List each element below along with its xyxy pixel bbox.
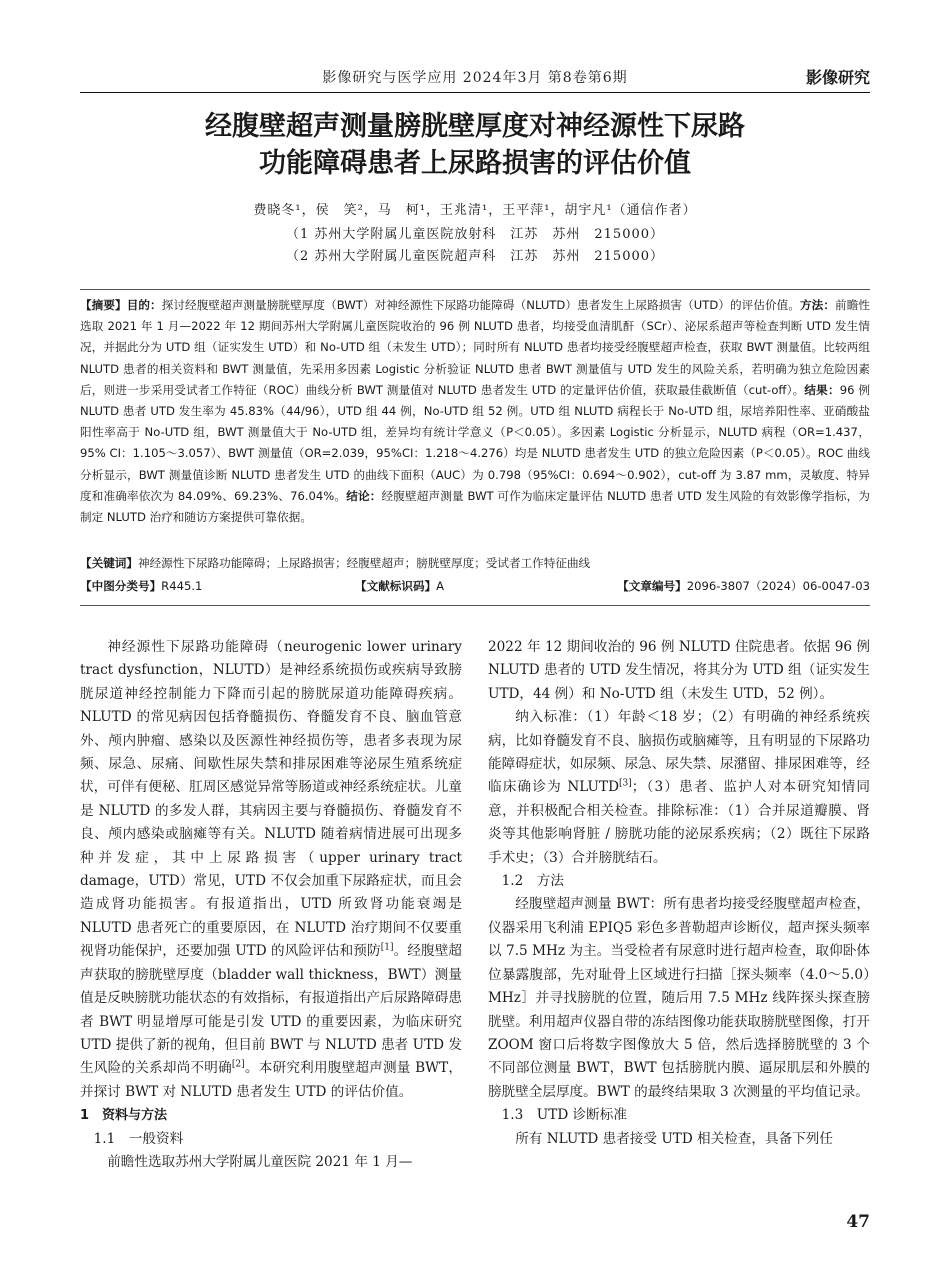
citation-1: [1] — [380, 942, 394, 953]
general-data-continued: 2022 年 12 期间收治的 96 例 NLUTD 住院患者。依据 96 例 NLUTD 患者的 UTD 发生情况，将其分为 UTD 组（证实发生 UTD，44 例）和 No-UTD 组（未发生 UTD，52 例）。 — [488, 639, 870, 702]
citation-3: [3] — [618, 778, 632, 789]
conclusion-text: 经腹壁超声测量 BWT 可作为临床定量评估 NLUTD 患者 UTD 发生风险的有效影像学指标，为制定 NLUTD 治疗和随访方案提供可靠依据。 — [80, 488, 870, 525]
methods-label: 方法： — [800, 298, 836, 312]
conclusion-label: 结论： — [346, 488, 382, 503]
results-label: 结果： — [804, 382, 840, 397]
article-label: 【文章编号】 — [617, 579, 687, 593]
title-line-1: 经腹壁超声测量膀胱壁厚度对神经源性下尿路 — [205, 111, 745, 142]
subsection-heading-1-3: 1.3 UTD 诊断标准 — [501, 1107, 627, 1124]
clc-label: 【中图分类号】 — [80, 579, 162, 593]
doc-label: 【文献标识码】 — [355, 579, 437, 593]
article-value: 2096-3807（2024）06-0047-03 — [686, 579, 870, 593]
body-column-right — [488, 636, 870, 1151]
article-number — [617, 576, 870, 597]
section-heading-1: 1 资料与方法 — [80, 1108, 168, 1124]
abstract-rule-top — [80, 289, 870, 290]
results-text: 96 例 NLUTD 患者 UTD 发生率为 45.83%（44/96），UTD 组 44 例，No-UTD 组 52 例。UTD 组 NLUTD 病程长于 No-UTD 组，尿培养阳性率、亚硝酸盐阳性率高于 No-UTD 组，BWT 测量值大于 No-UTD 组，差异均有统计学意义（P＜0.05）。多因素 Logistic 分析显示，NLUTD 病程（OR=1.437，95% CI：1.105～3.057）、BWT 测量值（OR=2.039，95%CI：1.218～4.276）均是 NLUTD 患者发生 UTD 的独立危险因素（P＜0.05）。ROC 曲线分析显示，BWT 测量值诊断 NLUTD 患者发生 UTD 的曲线下面积（AUC）为 0.798（95%CI：0.694～0.902），cut-off 为 3.87 mm，灵敏度、特异度和准确率依次为 84.09%、69.23%、76.04%。 — [80, 382, 870, 503]
abstract — [80, 295, 870, 528]
body-column-left — [80, 636, 462, 1174]
article-title — [80, 108, 870, 182]
objective-text: 探讨经腹壁超声测量膀胱壁厚度（BWT）对神经源性下尿路功能障碍（NLUTD）患者发生上尿路损害（UTD）的评估价值。 — [161, 298, 801, 312]
subsection-heading-1-1: 1.1 一般资料 — [93, 1130, 184, 1147]
method-paragraph: 经腹壁超声测量 BWT：所有患者均接受经腹壁超声检查，仪器采用飞利浦 EPIQ5 彩色多普勒超声诊断仪，超声探头频率以 7.5 MHz 为主。当受检者有尿意时进行超声检查，取仰卧体位暴露腹部，先对耻骨上区域进行扫描［探头频率（4.0～5.0）MHz］并寻找膀胱的位置，随后用 7.5 MHz 线阵探头探查膀胱壁。利用超声仪器自带的冻结图像功能获取膀胱壁图像，打开 ZOOM 窗口后将数字图像放大 5 倍，然后选择膀胱壁的 3 个不同部位测量 BWT，BWT 包括膀胱内膜、逼尿肌层和外膜的膀胱壁全层厚度。BWT 的最终结果取 3 次测量的平均值记录。 — [488, 896, 870, 1100]
methods-text: 前瞻性选取 2021 年 1 月—2022 年 12 期间苏州大学附属儿童医院收治的 96 例 NLUTD 患者，均接受血清肌酐（SCr）、泌尿系超声等检查判断 UTD 发生情况，并据此分为 UTD 组（证实发生 UTD）和 No-UTD 组（未发生 UTD）；同时所有 NLUTD 患者均接受经腹壁超声检查，获取 BWT 测量值。比较两组 NLUTD 患者的相关资料和 BWT 测量值，先采用多因素 Logistic 分析验证 NLUTD 患者 BWT 测量值与 UTD 发生的风险关系，若明确为独立危险因素后，则进一步采用受试者工作特征（ROC）曲线分析 BWT 测量值对 NLUTD 患者发生 UTD 的定量评估价值，获取最佳截断值（cut-off）。 — [80, 298, 870, 397]
clc-value: R445.1 — [161, 579, 203, 593]
intro-paragraph — [80, 636, 462, 1104]
section-name: 影像研究 — [805, 68, 870, 87]
header-rule — [80, 92, 870, 93]
clc-number — [80, 576, 202, 597]
abstract-rule-bottom — [80, 605, 870, 606]
intro-text-2: 。经腹壁超声获取的膀胱壁厚度（bladder wall thickness，BWT）测量值是反映膀胱功能状态的有效指标，有报道指出产后尿路障碍患者 BWT 明显增厚可能是引发 UTD 的重要因素，为临床研究 UTD 提供了新的视角，但目前 BWT 与 NLUTD 患者 UTD 发生风险的关系却尚不明确 — [80, 943, 462, 1077]
abstract-heading: 【摘要】 — [80, 298, 127, 312]
citation-2: [2] — [231, 1059, 245, 1070]
intro-text-1: 神经源性下尿路功能障碍（neurogenic lower urinary tract dysfunction，NLUTD）是神经系统损伤或疾病导致膀胱尿道神经控制能力下降而引起的膀胱尿道功能障碍疾病。NLUTD 的常见病因包括脊髓损伤、脊髓发育不良、脑血管意外、颅内肿瘤、感染以及医源性神经损伤等，患者多表现为尿频、尿急、尿痛、间歇性尿失禁和排尿困难等泌尿生殖系统症状，可伴有便秘、肛周区感觉异常等肠道或神经系统症状。儿童是 NLUTD 的多发人群，其病因主要与脊髓损伤、脊髓发育不良、颅内感染或脑瘫等有关。NLUTD 随着病情进展可出现多种并发症，其中上尿路损害（upper urinary tract damage，UTD）常见，UTD 不仅会加重下尿路症状，而且会造成肾功能损害。有报道指出，UTD 所致肾功能衰竭是 NLUTD 患者死亡的重要原因，在 NLUTD 治疗期间不仅要重视肾功能保护，还要加强 UTD 的风险评估和预防 — [80, 639, 462, 960]
general-data-paragraph: 前瞻性选取苏州大学附属儿童医院 2021 年 1 月— — [107, 1153, 413, 1170]
document-code — [355, 576, 444, 597]
intro-text-3: 。本研究利用腹壁超声测量 BWT，并探讨 BWT 对 NLUTD 患者发生 UTD 的评估价值。 — [80, 1060, 462, 1100]
criteria-text-2: ；（3）患者、监护人对本研究知情同意，并积极配合相关检查。排除标准：（1）合并尿道瓣膜、肾炎等其他影响肾脏 / 膀胱功能的泌尿系疾病；（2）既往下尿路手术史；（3）合并膀胱结石。 — [488, 779, 870, 866]
doc-value: A — [436, 579, 445, 593]
subsection-heading-1-2: 1.2 方法 — [501, 873, 564, 890]
running-header — [80, 64, 870, 92]
diagnosis-paragraph: 所有 NLUTD 患者接受 UTD 相关检查，具备下列任 — [515, 1130, 833, 1147]
page-number: 47 — [846, 1212, 870, 1232]
keywords-text: 神经源性下尿路功能障碍；上尿路损害；经腹壁超声；膀胱壁厚度；受试者工作特征曲线 — [137, 556, 591, 570]
affiliation-1: （1 苏州大学附属儿童医院放射科 江苏 苏州 215000） — [285, 227, 665, 242]
affiliation-2: （2 苏州大学附属儿童医院超声科 江苏 苏州 215000） — [285, 249, 665, 264]
keywords-label: 【关键词】 — [80, 556, 138, 570]
criteria-text-1: 纳入标准：（1）年龄＜18 岁；（2）有明确的神经系统疾病，比如脊髓发育不良、脑损伤或脑瘫等，且有明显的下尿路功能障碍症状，如尿频、尿急、尿失禁、尿潴留、排尿困难等，经临床确诊为 NLUTD — [488, 709, 870, 796]
criteria-paragraph — [488, 706, 870, 870]
author-list: 费晓冬¹，侯 笑²，马 柯¹，王兆清¹，王平萍¹，胡宇凡¹（通信作者） — [253, 203, 697, 218]
objective-label: 目的： — [126, 298, 162, 312]
title-line-2: 功能障碍患者上尿路损害的评估价值 — [259, 148, 691, 179]
keywords — [80, 553, 870, 574]
journal-info: 影像研究与医学应用 2024年3月 第8卷第6期 — [322, 70, 628, 86]
